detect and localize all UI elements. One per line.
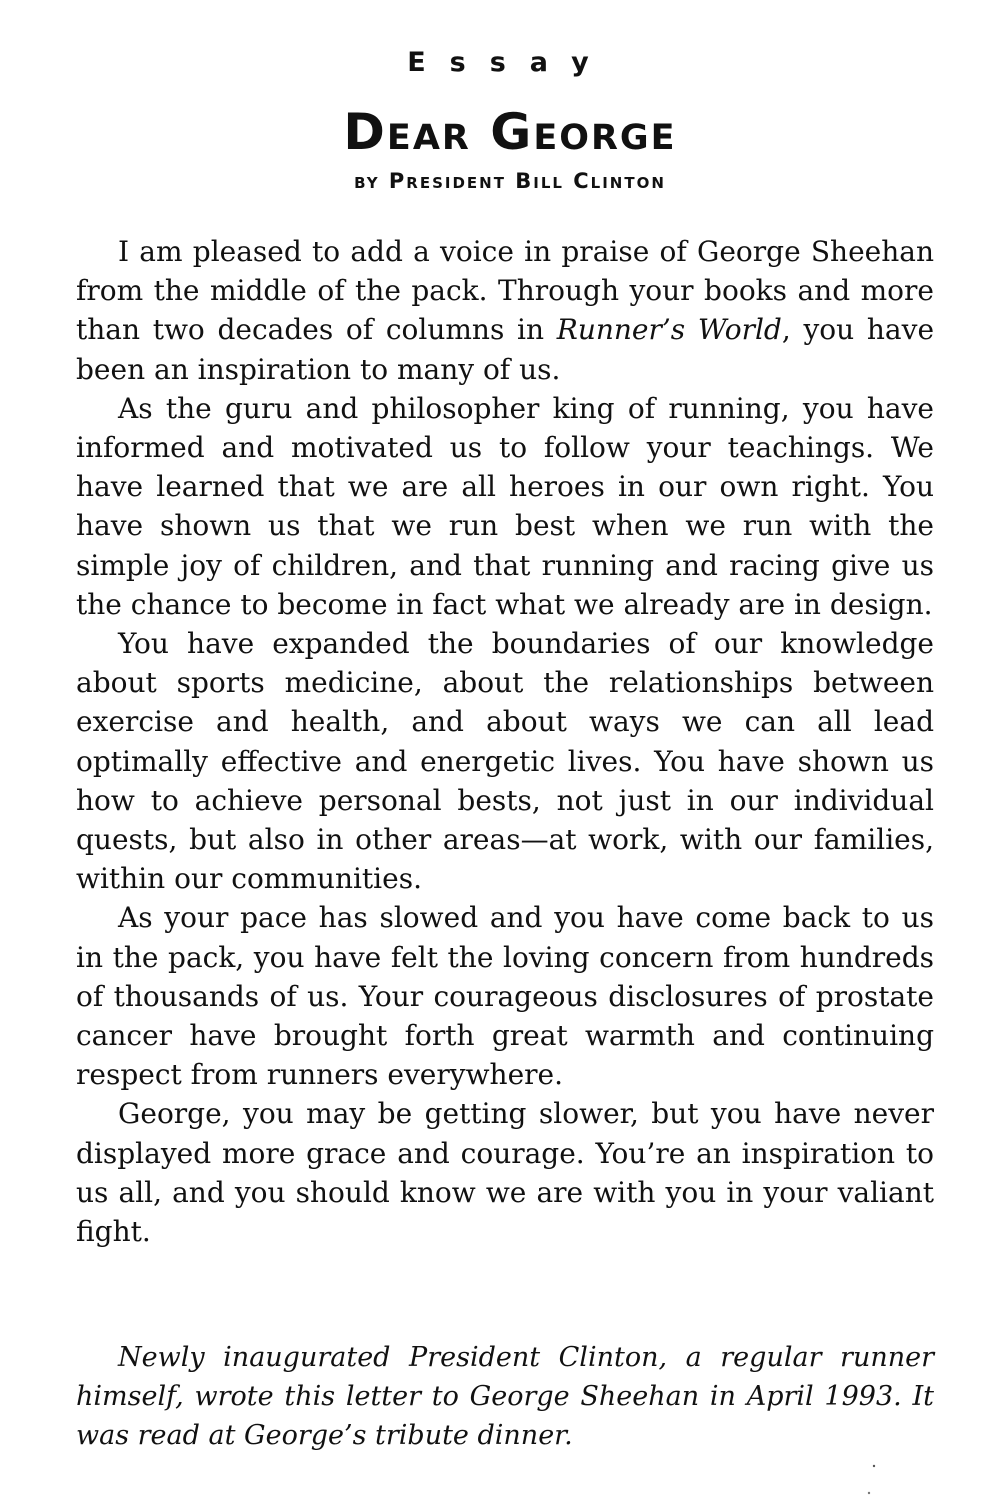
paragraph-5: George, you may be getting slower, but you have never displayed more grace and courage. You’re an inspiration to us all, and you should know we are with you in your valiant fight. (76, 1097, 934, 1249)
paragraph-1-text-start: I am pleased to add a voice in praise of George Sheehan from the middle of the pack. Through your books and more than two decades of columns in (76, 235, 934, 347)
essay-title: Dear George (343, 103, 677, 161)
paragraph-1-text-end: , you have been an inspiration to many of us. (76, 313, 935, 386)
scan-speck (873, 1465, 875, 1467)
paragraph-2: As the guru and philosopher king of running, you have informed and motivated us to follow your teachings. We have learned that we are all heroes in our own right. You have shown us that we run best when we run with the simple joy of children, and that running and racing give us the chance to become in fact what we already are in design. (76, 391, 934, 621)
essay-byline: by President Bill Clinton (354, 169, 666, 193)
editor-note-text: Newly inaugurated President Clinton, a regular runner himself, wrote this letter to George Sheehan in April 1993. It was read at George’s tribute dinner. (76, 1342, 934, 1451)
section-kicker: Essay (407, 47, 613, 78)
publication-name: Runner’s World (556, 313, 782, 347)
paragraph-3: You have expanded the boundaries of our knowledge about sports medicine, about the relationships between exercise and health, and about ways we can all lead optimally effective and energetic lives. You have shown us how to achieve personal bests, not just in our individual quests, but also in other areas—at work, with our families, within our communities. (76, 627, 934, 896)
scan-speck (868, 1492, 870, 1494)
paragraph-4: As your pace has slowed and you have come back to us in the pack, you have felt the loving concern from hundreds of thousands of us. Your courageous disclosures of prostate cancer have brought forth great warmth and continuing respect from runners everywhere. (76, 901, 934, 1092)
